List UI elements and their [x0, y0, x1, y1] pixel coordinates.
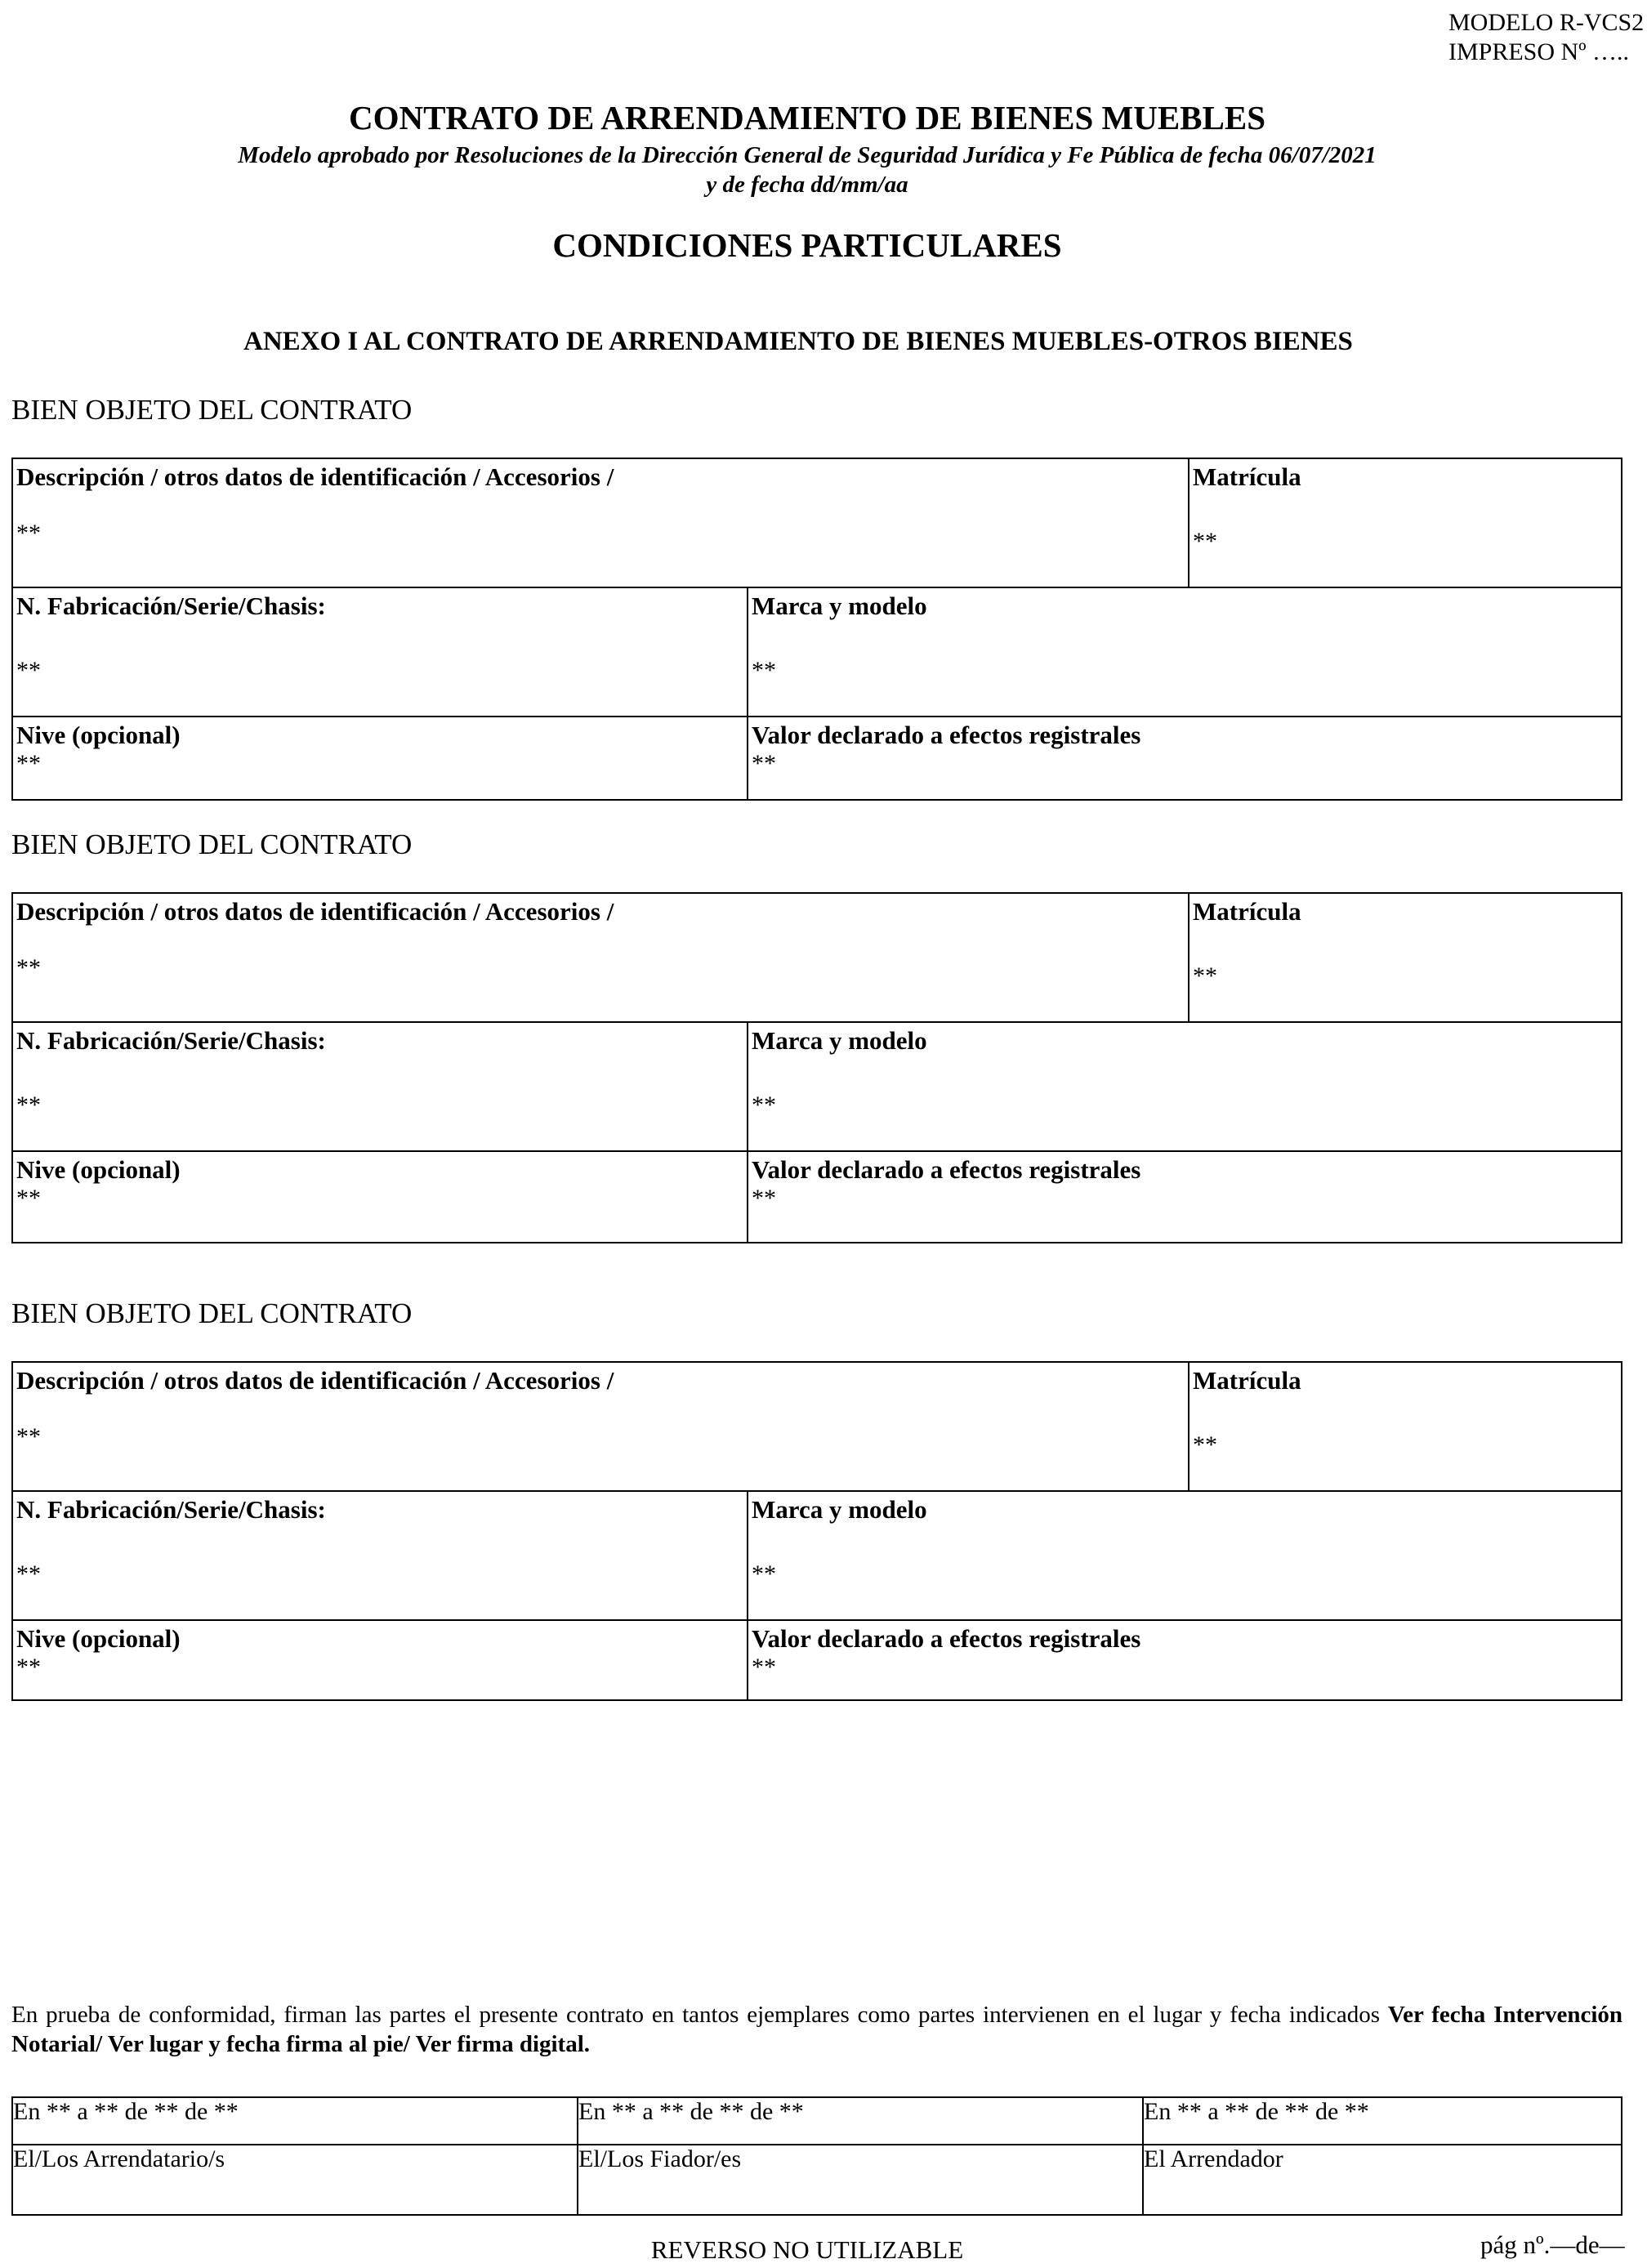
descripcion-value: ** — [16, 520, 41, 547]
fabricacion-cell — [12, 1022, 748, 1151]
matricula-value: ** — [1193, 528, 1217, 555]
nive-value: ** — [16, 1654, 41, 1681]
reverso-note: REVERSO NO UTILIZABLE — [650, 2235, 964, 2264]
bien-heading: BIEN OBJETO DEL CONTRATO — [11, 394, 413, 426]
subtitle-line-2: y de fecha dd/mm/aa — [706, 172, 908, 198]
valor-cell — [748, 1620, 1622, 1700]
valor-value: ** — [752, 750, 776, 777]
valor-label: Valor declarado a efectos registrales — [752, 1624, 1141, 1653]
fabricacion-value: ** — [16, 1092, 41, 1118]
fabricacion-value: ** — [16, 657, 41, 684]
fecha-fiador: En ** a ** de ** de ** — [578, 2097, 1143, 2145]
nive-label: Nive (opcional) — [16, 1155, 181, 1184]
descripcion-cell — [12, 458, 1189, 587]
matricula-label: Matrícula — [1193, 1366, 1301, 1395]
page-number: pág nº.—de— — [1480, 2230, 1625, 2259]
signature-table — [11, 2096, 1622, 2216]
form-code — [1448, 8, 1644, 67]
fabricacion-cell — [12, 1491, 748, 1620]
valor-value: ** — [752, 1185, 776, 1212]
document-title: CONTRATO DE ARRENDAMIENTO DE BIENES MUEBLES — [348, 99, 1266, 136]
bien-heading: BIEN OBJETO DEL CONTRATO — [11, 1297, 413, 1329]
firma-arrendatario: El/Los Arrendatario/s — [12, 2145, 578, 2215]
valor-label: Valor declarado a efectos registrales — [752, 721, 1141, 749]
impreso-number: IMPRESO Nº ….. — [1448, 38, 1630, 65]
subtitle-line-1: Modelo aprobado por Resoluciones de la Dirección General de Seguridad Jurídica y Fe Pública de fecha 06/07/2021 — [238, 142, 1377, 168]
marca-label: Marca y modelo — [752, 1495, 927, 1524]
valor-label: Valor declarado a efectos registrales — [752, 1155, 1141, 1184]
descripcion-value: ** — [16, 1423, 41, 1450]
marca-label: Marca y modelo — [752, 592, 927, 620]
document-subtitle — [0, 141, 1614, 199]
firma-fiador: El/Los Fiador/es — [578, 2145, 1143, 2215]
marca-value: ** — [752, 657, 776, 684]
modelo-code: MODELO R-VCS2 — [1448, 9, 1645, 36]
bien-table — [11, 892, 1622, 1243]
matricula-value: ** — [1193, 1431, 1217, 1458]
fabricacion-cell — [12, 587, 748, 717]
annex-heading: ANEXO I AL CONTRATO DE ARRENDAMIENTO DE BIENES MUEBLES-OTROS BIENES — [243, 327, 1353, 356]
matricula-label: Matrícula — [1193, 897, 1301, 926]
conformidad-bold: Ver fecha Intervención Notarial/ Ver lugar y fecha firma al pie/ Ver firma digital. — [11, 2002, 1623, 2057]
descripcion-label: Descripción / otros datos de identificación / Accesorios / — [16, 897, 614, 926]
marca-label: Marca y modelo — [752, 1026, 927, 1055]
descripcion-value: ** — [16, 954, 41, 981]
descripcion-label: Descripción / otros datos de identificación / Accesorios / — [16, 1366, 614, 1395]
fabricacion-label: N. Fabricación/Serie/Chasis: — [16, 592, 326, 620]
nive-cell — [12, 717, 748, 800]
marca-cell — [748, 1022, 1622, 1151]
bien-heading: BIEN OBJETO DEL CONTRATO — [11, 828, 413, 860]
matricula-cell — [1189, 893, 1622, 1022]
marca-value: ** — [752, 1092, 776, 1118]
conditions-heading: CONDICIONES PARTICULARES — [552, 226, 1062, 264]
matricula-label: Matrícula — [1193, 462, 1301, 491]
conformidad-paragraph — [11, 2000, 1622, 2059]
fecha-arrendatario: En ** a ** de ** de ** — [12, 2097, 578, 2145]
bien-table — [11, 1361, 1622, 1701]
valor-cell — [748, 717, 1622, 800]
nive-cell — [12, 1151, 748, 1243]
matricula-cell — [1189, 458, 1622, 587]
descripcion-cell — [12, 893, 1189, 1022]
fabricacion-label: N. Fabricación/Serie/Chasis: — [16, 1495, 326, 1524]
bien-table — [11, 458, 1622, 801]
nive-value: ** — [16, 1185, 41, 1212]
fabricacion-value: ** — [16, 1560, 41, 1587]
marca-cell — [748, 1491, 1622, 1620]
matricula-cell — [1189, 1362, 1622, 1491]
nive-value: ** — [16, 750, 41, 777]
fecha-arrendador: En ** a ** de ** de ** — [1143, 2097, 1622, 2145]
fabricacion-label: N. Fabricación/Serie/Chasis: — [16, 1026, 326, 1055]
nive-cell — [12, 1620, 748, 1700]
descripcion-cell — [12, 1362, 1189, 1491]
descripcion-label: Descripción / otros datos de identificación / Accesorios / — [16, 462, 614, 491]
valor-cell — [748, 1151, 1622, 1243]
marca-value: ** — [752, 1560, 776, 1587]
conformidad-text: En prueba de conformidad, firman las partes el presente contrato en tantos ejemplares como partes intervienen en el lugar y fecha indicados — [11, 2002, 1388, 2028]
nive-label: Nive (opcional) — [16, 1624, 181, 1653]
marca-cell — [748, 587, 1622, 717]
valor-value: ** — [752, 1654, 776, 1681]
firma-arrendador: El Arrendador — [1143, 2145, 1622, 2215]
matricula-value: ** — [1193, 962, 1217, 989]
nive-label: Nive (opcional) — [16, 721, 181, 749]
